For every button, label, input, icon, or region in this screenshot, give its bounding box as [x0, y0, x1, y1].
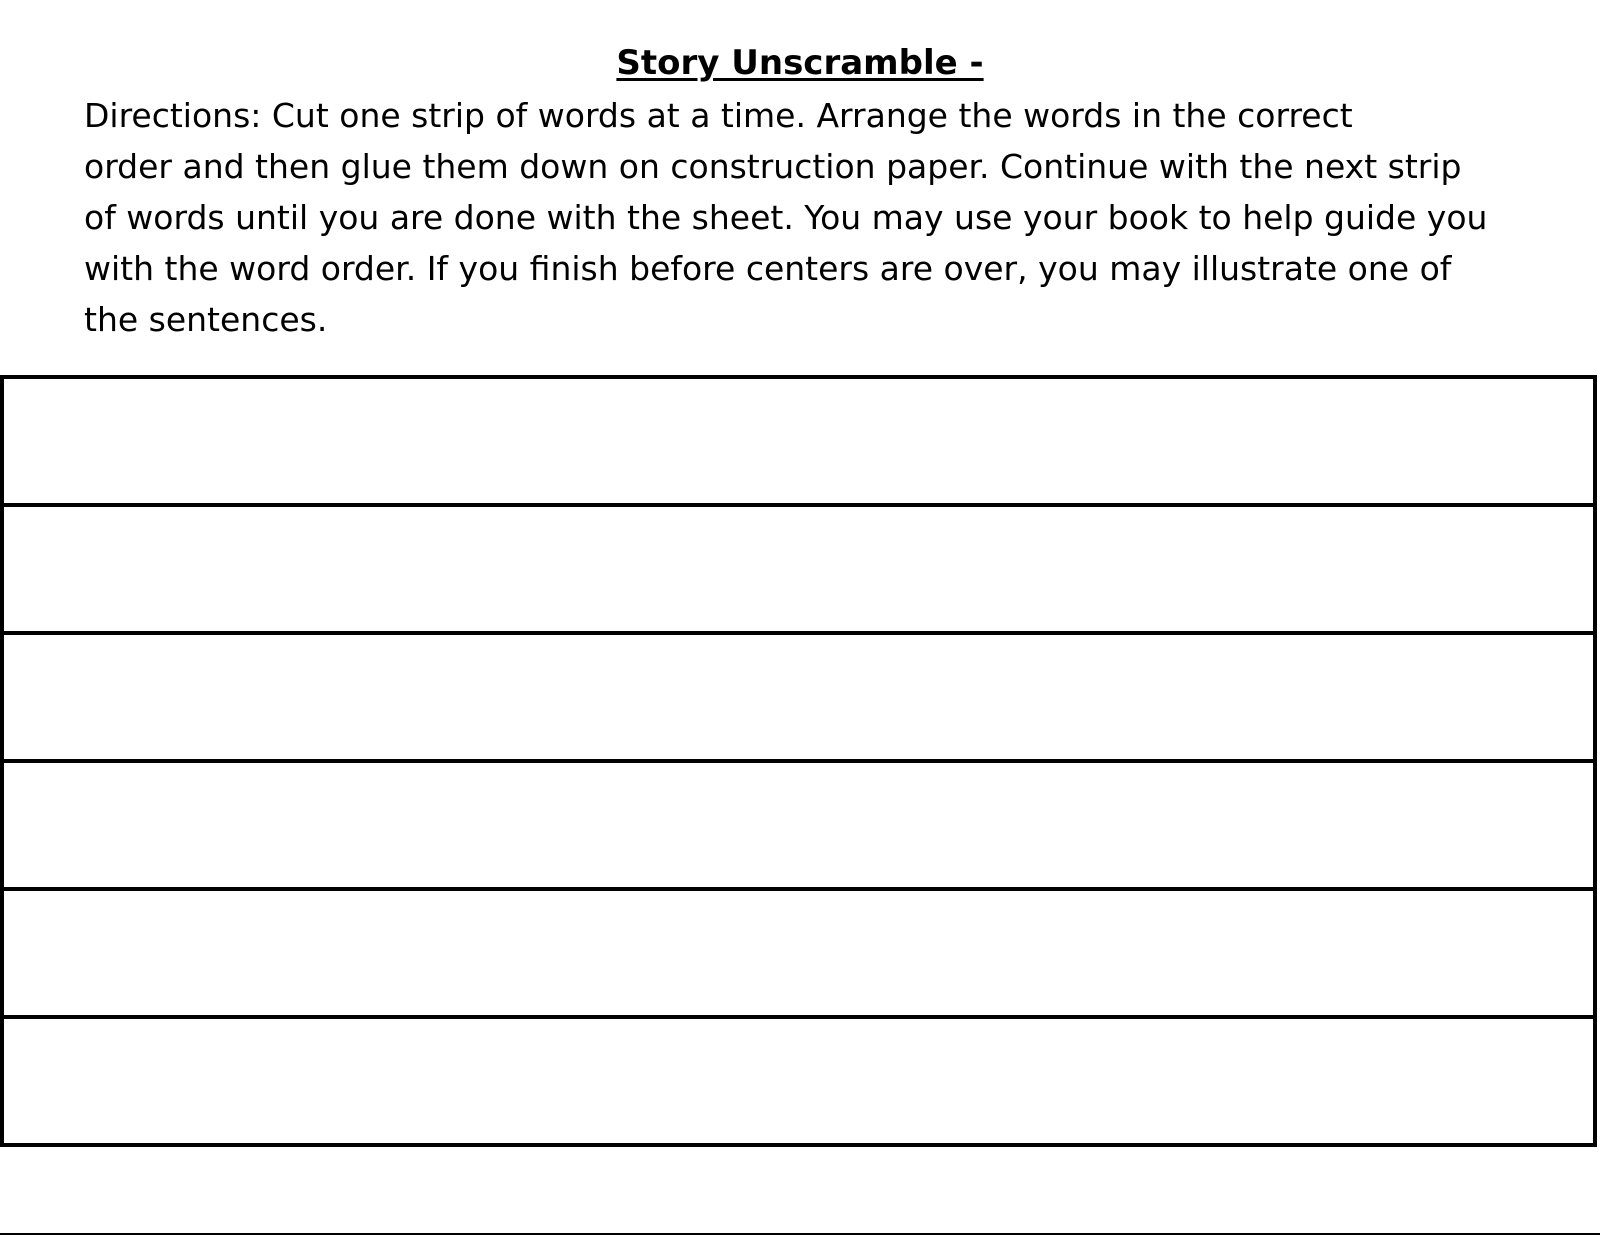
word-strip-box: [0, 887, 1597, 1015]
worksheet-title-text: Story Unscramble -: [616, 43, 984, 83]
word-strip-box: [0, 503, 1597, 631]
word-strip-box: [0, 1015, 1597, 1147]
word-strip-box: [0, 375, 1597, 503]
directions-line: with the word order. If you finish before centers are over, you may illustrate one of: [84, 249, 1452, 288]
directions-line: the sentences.: [84, 300, 328, 339]
word-strip-box: [0, 631, 1597, 759]
word-strips-grid: [0, 375, 1597, 1147]
directions-line: Directions: Cut one strip of words at a time. Arrange the words in the correct: [84, 96, 1353, 135]
directions-line: of words until you are done with the sheet. You may use your book to help guide you: [84, 198, 1488, 237]
directions-line: order and then glue them down on construction paper. Continue with the next strip: [84, 147, 1462, 186]
word-strip-box: [0, 759, 1597, 887]
directions-paragraph: [84, 90, 1554, 345]
page-bottom-edge: [0, 1233, 1600, 1235]
worksheet-title: [0, 38, 1600, 88]
